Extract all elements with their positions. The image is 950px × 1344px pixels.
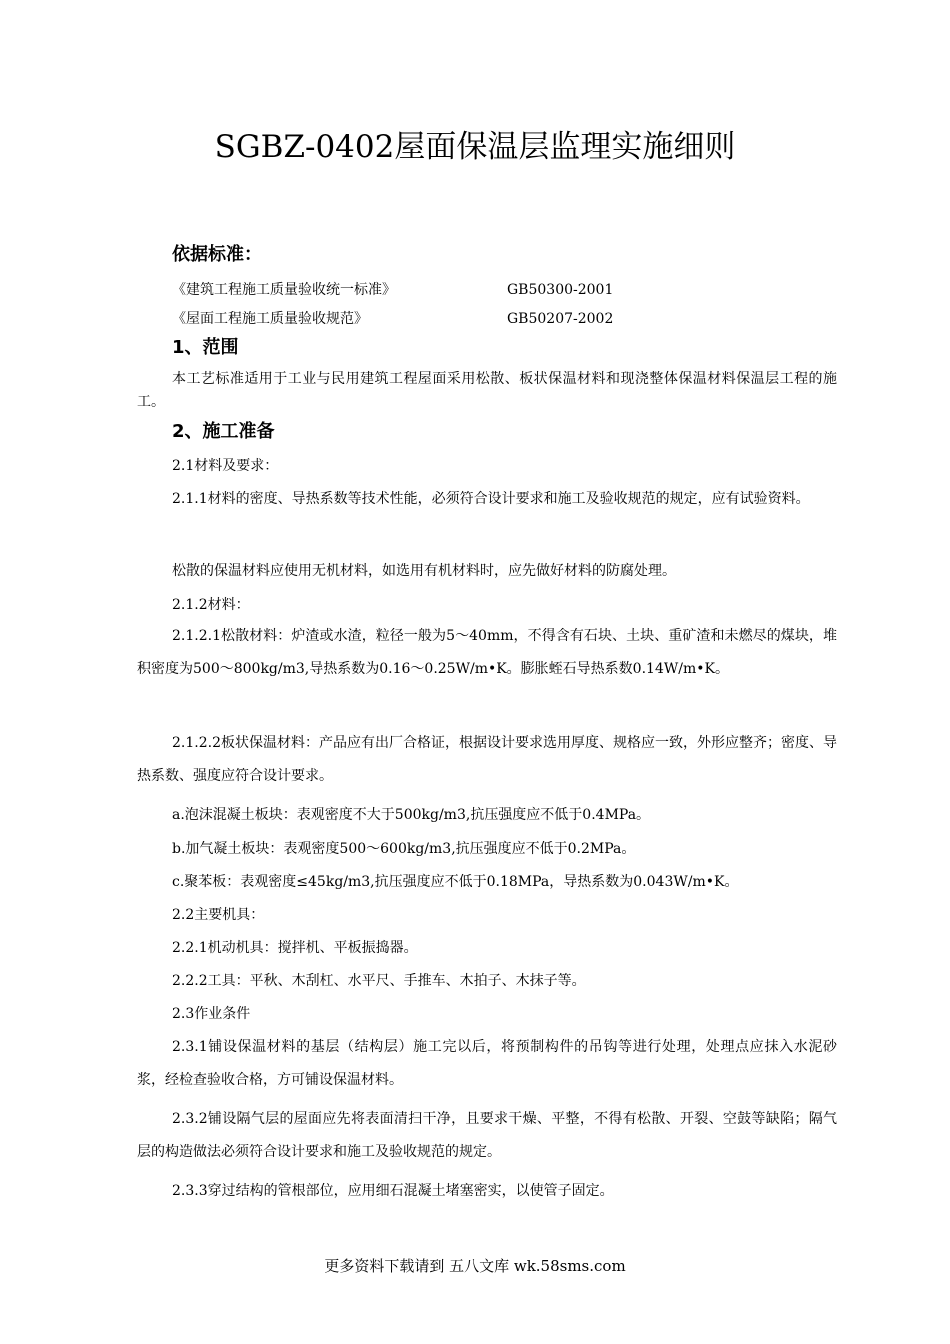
- body-paragraph: a.泡沫混凝土板块：表观密度不大于500kg/m3,抗压强度应不低于0.4MPa。: [172, 807, 651, 823]
- body-paragraph: 2.2主要机具：: [172, 907, 265, 923]
- body-paragraph: 2.3.1铺设保温材料的基层（结构层）施工完以后，将预制构件的吊钩等进行处理，处理点应抹入水泥砂浆，经检查验收合格，方可铺设保温材料。: [137, 1039, 837, 1088]
- body-paragraph: b.加气凝土板块：表观密度500～600kg/m3,抗压强度应不低于0.2MPa。: [172, 841, 636, 857]
- section-heading-prep: 2、施工准备: [172, 421, 275, 442]
- standard-ref-code: GB50300-2001: [507, 282, 614, 298]
- standard-ref-name: 《屋面工程施工质量验收规范》: [172, 311, 368, 327]
- body-paragraph: 2.2.2工具：平秋、木刮杠、水平尺、手推车、木拍子、木抹子等。: [172, 973, 586, 989]
- body-paragraph: 2.3.3穿过结构的管根部位，应用细石混凝土堵塞密实，以使管子固定。: [172, 1183, 614, 1199]
- body-paragraph: 2.1.2材料：: [172, 597, 250, 613]
- body-paragraph: 松散的保温材料应使用无机材料，如选用有机材料时，应先做好材料的防腐处理。: [172, 563, 676, 579]
- page-footer: 更多资料下载请到 五八文库 wk.58sms.com: [324, 1257, 626, 1275]
- body-paragraph: 2.3.2铺设隔气层的屋面应先将表面清扫干净，且要求干燥、平整，不得有松散、开裂、空鼓等缺陷；隔气层的构造做法必须符合设计要求和施工及验收规范的规定。: [137, 1111, 837, 1160]
- body-paragraph: c.聚苯板：表观密度≤45kg/m3,抗压强度应不低于0.18MPa，导热系数为0.043W/m•K。: [172, 874, 739, 890]
- section-heading-scope: 1、范围: [172, 337, 239, 358]
- body-paragraph: 2.1材料及要求：: [172, 458, 279, 474]
- body-paragraph: 2.2.1机动机具：搅拌机、平板振捣器。: [172, 940, 418, 956]
- basis-heading: 依据标准：: [172, 244, 262, 265]
- standard-ref-code: GB50207-2002: [507, 311, 614, 327]
- standard-ref-row: [172, 309, 614, 329]
- scope-paragraph: 本工艺标准适用于工业与民用建筑工程屋面采用松散、板状保温材料和现浇整体保温材料保温层工程的施工。: [137, 371, 837, 410]
- body-paragraph: 2.3作业条件: [172, 1006, 251, 1022]
- body-paragraph: 2.1.1材料的密度、导热系数等技术性能，必须符合设计要求和施工及验收规范的规定，应有试验资料。: [172, 491, 810, 507]
- standard-ref-row: [172, 280, 614, 300]
- document-title: SGBZ-0402屋面保温层监理实施细则: [214, 129, 736, 165]
- standard-ref-name: 《建筑工程施工质量验收统一标准》: [172, 282, 396, 298]
- body-paragraph: 2.1.2.1松散材料：炉渣或水渣，粒径一般为5～40mm，不得含有石块、土块、重矿渣和未燃尽的煤块，堆积密度为500～800kg/m3,导热系数为0.16～0.25W/m•K。膨胀蛭石导热系数0.14W/m•K。: [137, 628, 837, 677]
- body-paragraph: 2.1.2.2板状保温材料：产品应有出厂合格证，根据设计要求选用厚度、规格应一致，外形应整齐；密度、导热系数、强度应符合设计要求。: [137, 735, 837, 784]
